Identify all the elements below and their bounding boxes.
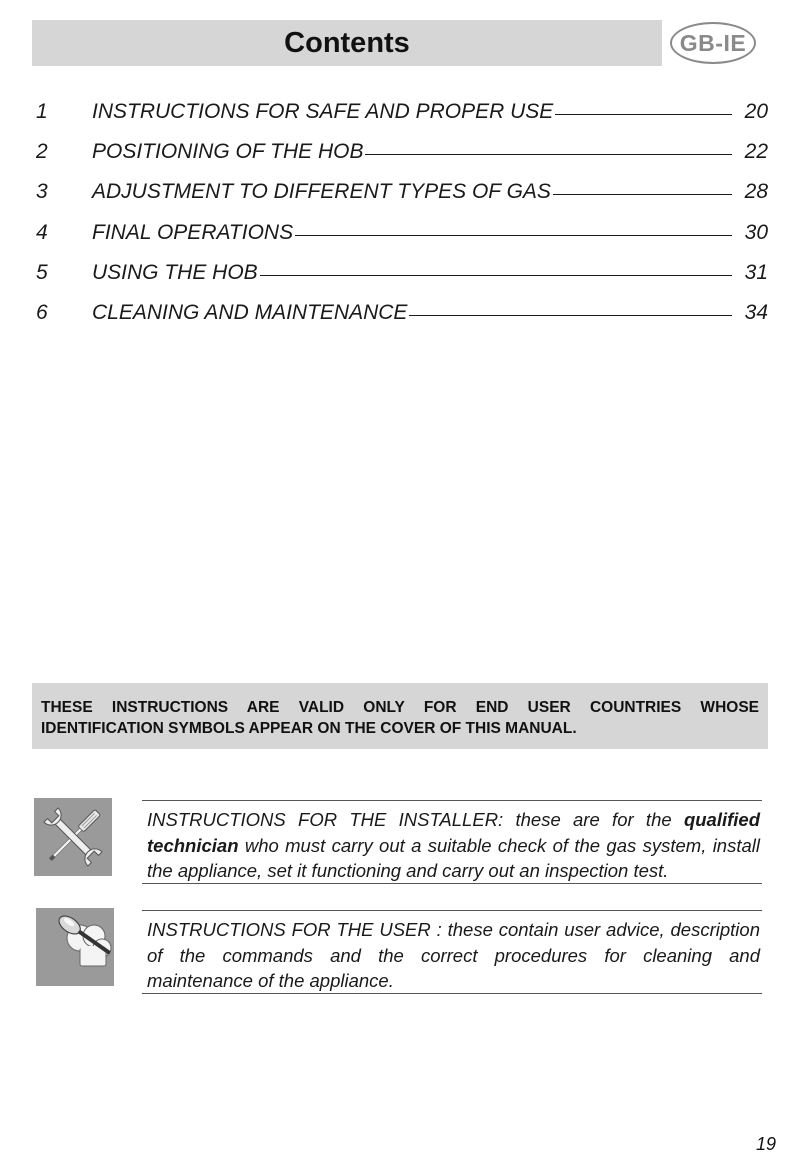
spoon-chef-hat-icon: [36, 908, 114, 986]
toc-entry-5[interactable]: [36, 261, 768, 301]
table-of-contents: [36, 100, 768, 341]
toc-page: 30: [744, 220, 768, 244]
toc-entry-4[interactable]: [36, 221, 768, 261]
toc-page: 20: [744, 100, 768, 123]
notice-line-1: THESE INSTRUCTIONS ARE VALID ONLY FOR END USER COUNTRIES WHOSE: [41, 699, 759, 716]
user-text: INSTRUCTIONS FOR THE USER : these contain user advice, description of the commands and the correct procedures for cleaning and maintenance of the appliance.: [147, 919, 760, 991]
toc-title: CLEANING AND MAINTENANCE: [92, 300, 408, 324]
toc-page: 28: [744, 180, 768, 204]
toc-number: 6: [36, 300, 48, 324]
toc-page: 34: [744, 300, 768, 324]
contents-header: [32, 20, 662, 66]
toc-leader-line: [295, 235, 732, 236]
installer-text-bold: qualified technician: [147, 809, 760, 856]
toc-number: 4: [36, 220, 48, 244]
notice-line-2: IDENTIFICATION SYMBOLS APPEAR ON THE COVER OF THIS MANUAL.: [41, 720, 577, 737]
toc-title: ADJUSTMENT TO DIFFERENT TYPES OF GAS: [92, 180, 551, 204]
toc-number: 2: [36, 140, 48, 164]
toc-leader-line: [555, 114, 732, 115]
page-number: 19: [755, 1134, 776, 1154]
toc-page: 31: [744, 260, 768, 284]
toc-leader-line: [553, 194, 732, 195]
toc-page: 22: [744, 140, 768, 164]
toc-leader-line: [260, 275, 732, 276]
installer-text-start: INSTRUCTIONS FOR THE INSTALLER: these are for the: [147, 809, 684, 830]
toc-entry-1[interactable]: [36, 100, 768, 140]
validity-notice: [32, 683, 768, 749]
toc-number: 5: [36, 260, 48, 284]
toc-title: FINAL OPERATIONS: [92, 220, 294, 244]
page-title: Contents: [284, 26, 410, 59]
toc-entry-6[interactable]: [36, 301, 768, 341]
toc-title: USING THE HOB: [92, 260, 258, 284]
toc-leader-line: [409, 315, 732, 316]
wrench-screwdriver-icon: [34, 798, 112, 876]
toc-title: POSITIONING OF THE HOB: [92, 140, 364, 164]
toc-number: 3: [36, 180, 48, 204]
toc-entry-2[interactable]: [36, 140, 768, 180]
toc-entry-3[interactable]: [36, 180, 768, 220]
installer-text-end: who must carry out a suitable check of the gas system, install the appliance, set it functioning and carry out an inspection test.: [147, 834, 760, 881]
toc-leader-line: [365, 154, 732, 155]
installer-instructions: [142, 800, 762, 884]
toc-number: 1: [36, 100, 48, 123]
language-code: GB-IE: [679, 29, 747, 56]
toc-title: INSTRUCTIONS FOR SAFE AND PROPER USE: [92, 100, 554, 123]
language-badge: [670, 22, 756, 64]
user-instructions: [142, 910, 762, 994]
